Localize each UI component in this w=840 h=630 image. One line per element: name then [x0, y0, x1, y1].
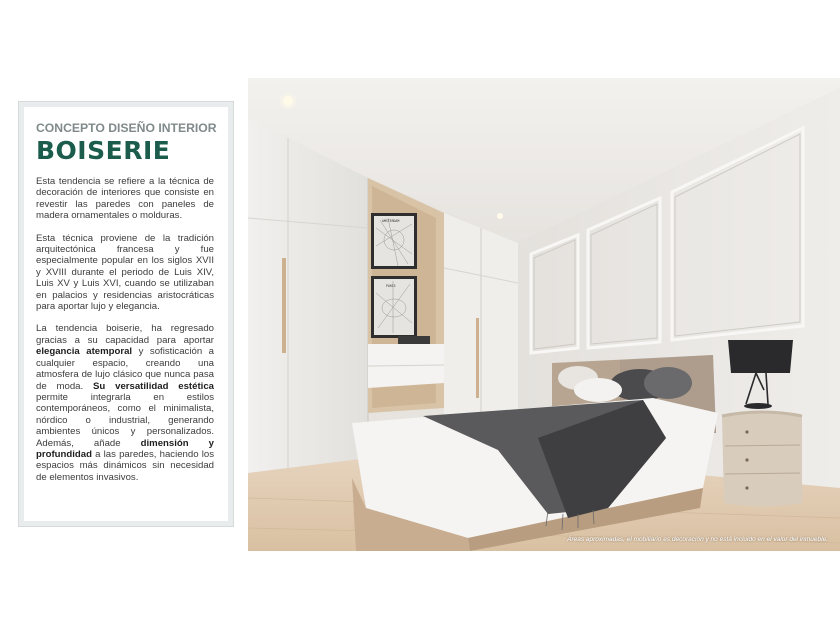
- bedroom-illustration: [248, 78, 840, 551]
- text-run: permite integrarla en estilos contemporáneos, como el minimalista, nórdico o industrial, generando ambientes únicos y personalizados. Además, añade: [36, 391, 214, 449]
- emphasis-dimension: dimensión y profundidad: [36, 437, 214, 460]
- paragraph-benefits: [36, 323, 214, 483]
- table-lamp: [728, 340, 793, 373]
- bedroom-render-photo: [248, 78, 840, 551]
- map-label-amsterdam: AMSTERDAM: [382, 219, 400, 223]
- page-title: BOISERIE: [36, 136, 171, 165]
- paragraph-definition: Esta tendencia se refiere a la técnica de decoración de interiores que consiste en revestir las paredes con paneles de madera ornamentales o molduras.: [36, 176, 214, 222]
- boiserie-info-card: [19, 102, 233, 526]
- map-label-paris: PARIS: [386, 284, 396, 288]
- emphasis-versatility: Su versatilidad estética: [93, 380, 214, 392]
- text-run: y sofisticación a cualquier espacio, creando una atmosfera de lujo clásico que nunca pasa de moda.: [36, 346, 214, 392]
- text-run: a las paredes, haciendo los espacios más dinámicos sin necesidad de elementos invasivos.: [36, 448, 214, 483]
- text-run: La tendencia boiserie, ha regresado gracias a su capacidad para aportar: [36, 323, 214, 346]
- paragraph-history: Esta técnica proviene de la tradición arquitectónica francesa y fue especialmente popular en los siglos XVII y XVIII durante el periodo de Luis XIV, Luis XV y Luis XVI, cuando se utilizaban en palacios y residencias aristocráticas para aportar lujo y elegancia.: [36, 232, 214, 313]
- nightstand: [722, 411, 802, 507]
- photo-disclaimer: Áreas aproximadas, el mobiliario es decoración y no está incluido en el valor del inmueble.: [567, 536, 828, 543]
- section-kicker: CONCEPTO DISEÑO INTERIOR: [36, 121, 217, 135]
- emphasis-elegance: elegancia atemporal: [36, 346, 133, 358]
